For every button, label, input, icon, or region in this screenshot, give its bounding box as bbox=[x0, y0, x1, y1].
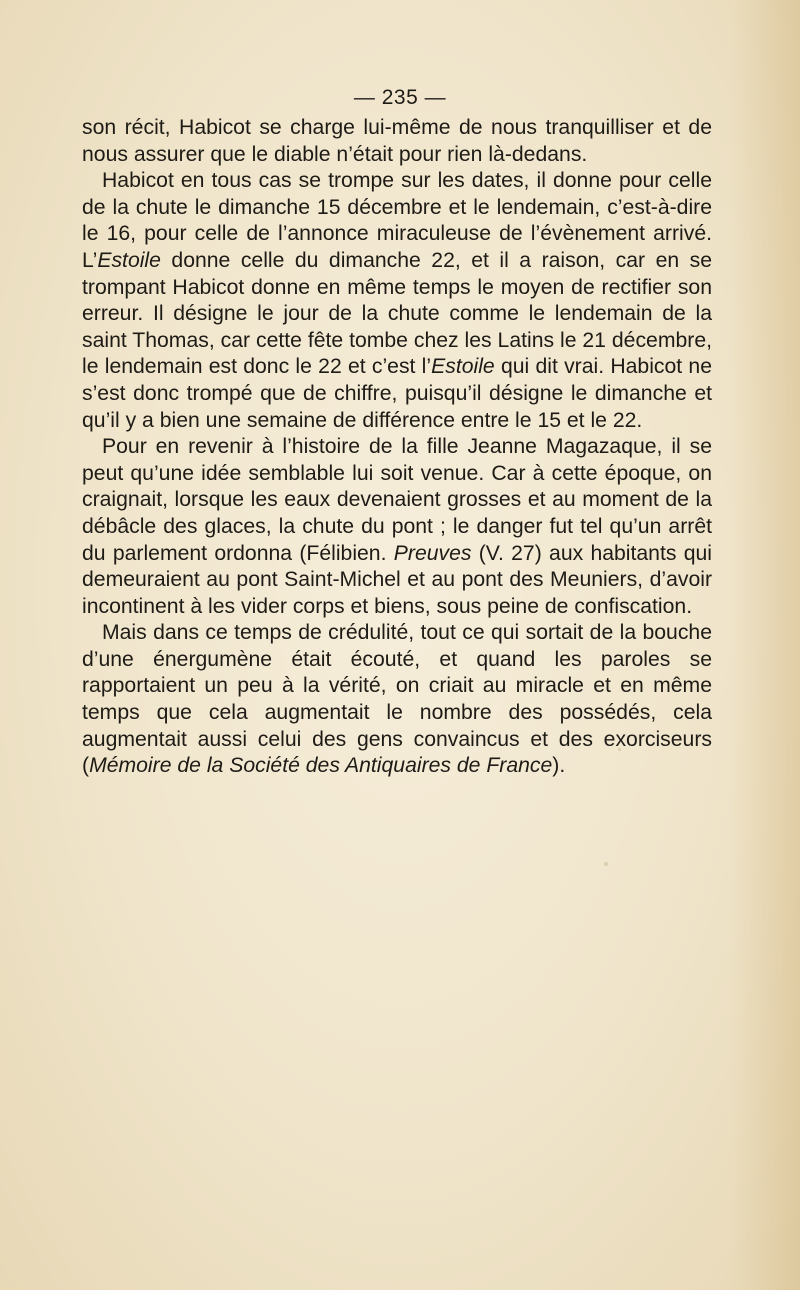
body-text bbox=[82, 115, 712, 780]
text-segment: qui dit vrai. Habicot ne s’est donc trompé que de chiffre, puisqu’il désigne le dimanche et qu’il y a bien une semaine de différence entre le 15 et le 22. bbox=[82, 355, 712, 432]
page-number: — 235 — bbox=[353, 86, 447, 109]
text-segment: son récit, Habicot se charge lui-même de nous tranquilliser et de nous assurer que le diable n’était pour rien là-dedans. bbox=[82, 116, 712, 166]
paragraph bbox=[82, 115, 712, 168]
italic-title: Mémoire de la Société des Antiquaires de France bbox=[89, 754, 553, 778]
text-segment: Mais dans ce temps de crédulité, tout ce qui sortait de la bouche d’une énergumène était écouté, et quand les paroles se rapportaient un peu à la vérité, on criait au miracle et en même temps que cela augmentait le nombre des possédés, cela augmentait aussi celui des gens convaincus et des exorciseurs ( bbox=[82, 621, 712, 778]
text-segment: Pour en revenir à l’histoire de la fille Jeanne Magazaque, il se peut qu’une idée semblable lui soit venue. Car à cette époque, on craignait, lorsque les eaux devenaient grosses et au moment de la débâcle des glaces, la chute du pont ; le danger fut tel qu’un arrêt du parlement ordonna (Félibien. bbox=[82, 435, 712, 565]
paragraph bbox=[82, 434, 712, 620]
paragraph bbox=[82, 620, 712, 780]
text-segment: ). bbox=[552, 754, 566, 778]
page-edge-shading bbox=[730, 0, 800, 1290]
text-segment: donne celle du dimanche 22, et il a raison, car en se trompant Habicot donne en même temps le moyen de rectifier son erreur. Il désigne le jour de la chute comme le lendemain de la saint Thomas, car cette fête tombe chez les Latins le 21 décembre, le lendemain est donc le 22 et c’est l’ bbox=[82, 248, 712, 379]
text-segment: (V. 27) aux habitants qui demeuraient au pont Saint-Michel et au pont des Meuniers, d’avoir incontinent à les vider corps et biens, sous peine de confiscation. bbox=[82, 541, 712, 618]
paragraph bbox=[82, 168, 712, 434]
italic-title: Preuves bbox=[393, 541, 472, 565]
italic-title: Estoile bbox=[431, 355, 495, 379]
italic-title: Estoile bbox=[97, 248, 161, 272]
text-segment: Habicot en tous cas se trompe sur les dates, il donne pour celle de la chute le dimanche 15 décembre et le lendemain, c’est-à-dire le 16, pour celle de l’annonce miraculeuse de l’évènement arrivé. L’ bbox=[82, 169, 712, 272]
paper-spot bbox=[604, 862, 608, 866]
